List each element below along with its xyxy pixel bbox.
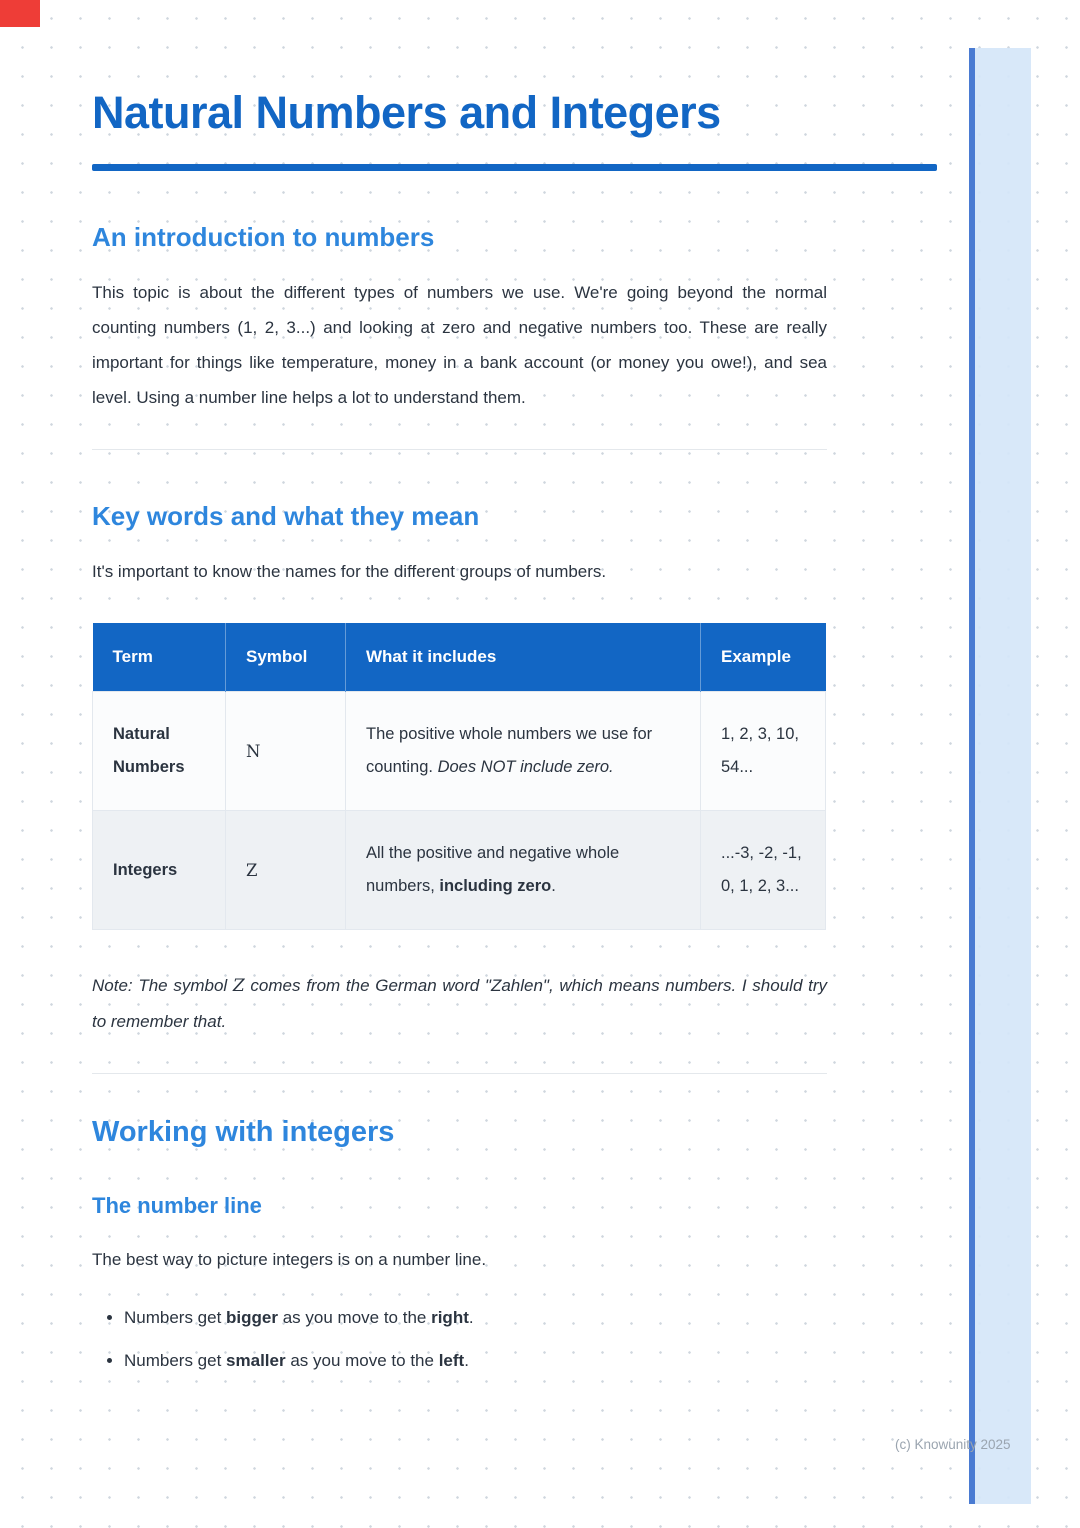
number-line-bullet-list <box>92 1303 827 1376</box>
right-margin-stripe <box>975 48 1031 1504</box>
note-symbol: Z <box>232 976 245 996</box>
bullet-text: Numbers get <box>124 1308 227 1327</box>
note-suffix: comes from the German word "Zahlen", which means numbers. I should try to remember that. <box>92 976 827 1031</box>
includes-text: All the positive and negative whole numbers, <box>366 844 620 895</box>
cell-term: Natural Numbers <box>93 692 226 811</box>
bullet-bold: left <box>438 1351 465 1370</box>
table-row-natural-numbers <box>93 692 826 811</box>
includes-bold-text: including zero <box>439 877 552 895</box>
column-header-term: Term <box>93 623 226 692</box>
includes-suffix: . <box>551 877 556 895</box>
column-header-symbol: Symbol <box>226 623 346 692</box>
section-divider <box>92 449 827 450</box>
cell-example: ...-3, -2, -1, 0, 1, 2, 3... <box>701 811 826 930</box>
bullet-bold: bigger <box>226 1308 278 1327</box>
cell-includes <box>346 692 701 811</box>
right-margin-line <box>969 48 975 1504</box>
cell-example: 1, 2, 3, 10, 54... <box>701 692 826 811</box>
section-heading-keywords: Key words and what they mean <box>92 501 480 531</box>
note-prefix: Note: The symbol <box>92 976 233 995</box>
table-header-row <box>93 623 826 692</box>
note-paragraph <box>92 968 827 1039</box>
terms-table <box>92 623 826 930</box>
cell-symbol: N <box>226 692 346 811</box>
section-heading-introduction: An introduction to numbers <box>92 222 435 252</box>
title-underline-rule <box>92 164 937 171</box>
copyright-footer: (c) Knowunity 2025 <box>895 1437 1011 1452</box>
bullet-bold: right <box>431 1308 469 1327</box>
bullet-text: . <box>464 1351 469 1370</box>
introduction-paragraph: This topic is about the different types of numbers we use. We're going beyond the normal counting numbers (1, 2, 3...) and looking at zero and negative numbers too. These are really important for things like temperature, money in a bank account (or money you owe!), and sea level. Using a number line helps a lot to understand them. <box>92 283 827 407</box>
column-header-includes: What it includes <box>346 623 701 692</box>
bullet-text: . <box>468 1308 474 1327</box>
list-item-smaller <box>124 1346 827 1376</box>
list-item-bigger <box>124 1303 827 1333</box>
includes-text: The positive whole numbers we use for counting. <box>366 725 653 776</box>
bullet-text: Numbers get <box>124 1351 227 1370</box>
cell-term: Integers <box>93 811 226 930</box>
document-content <box>92 0 827 1389</box>
cell-includes <box>346 811 701 930</box>
cell-symbol: Z <box>226 811 346 930</box>
page-title: Natural Numbers and Integers <box>92 87 721 138</box>
bullet-bold: smaller <box>226 1351 286 1370</box>
corner-mark <box>0 0 40 27</box>
working-lead-paragraph: The best way to picture integers is on a number line. <box>92 1250 487 1269</box>
bullet-text: as you move to the <box>285 1351 439 1370</box>
includes-italic-text: Does NOT include zero. <box>437 758 614 776</box>
column-header-example: Example <box>701 623 826 692</box>
section-heading-working: Working with integers <box>92 1116 395 1148</box>
table-row-integers <box>93 811 826 930</box>
section-divider <box>92 1073 827 1074</box>
keywords-lead-paragraph: It's important to know the names for the different groups of numbers. <box>92 562 607 581</box>
subheading-number-line: The number line <box>92 1193 262 1218</box>
bullet-text: as you move to the <box>278 1308 432 1327</box>
